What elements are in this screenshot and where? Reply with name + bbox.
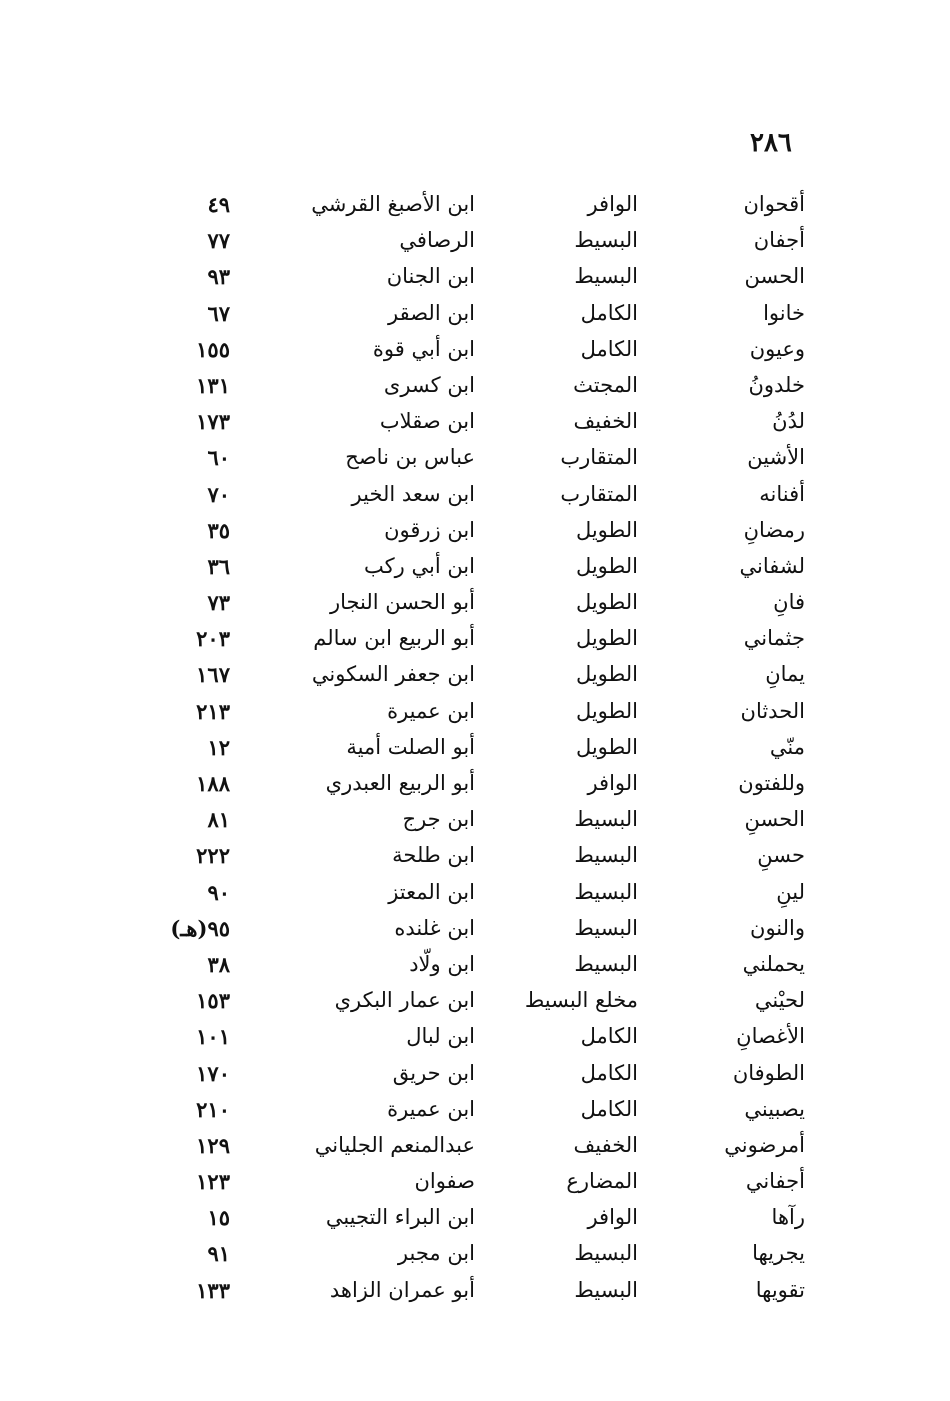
poetic-meter: الخفيف bbox=[573, 409, 638, 434]
poetic-meter: الوافر bbox=[587, 192, 638, 216]
poet-name: ابن صقلاب bbox=[379, 409, 475, 434]
poet-name: ابن حريق bbox=[392, 1060, 475, 1085]
table-row bbox=[0, 192, 950, 228]
poetic-meter: الطويل bbox=[575, 734, 638, 759]
table-row bbox=[0, 771, 950, 807]
poetic-meter: المتقارب bbox=[560, 445, 638, 470]
page-reference: ١٣٣ bbox=[196, 1277, 230, 1303]
rhyme-word: لينِ bbox=[776, 879, 805, 904]
rhyme-word: منّي bbox=[769, 734, 805, 759]
page-reference: ٦٧ bbox=[207, 300, 230, 326]
table-row bbox=[0, 264, 950, 300]
page-reference: ٣٨ bbox=[207, 951, 230, 977]
poetic-meter: البسيط bbox=[574, 1277, 638, 1302]
table-row bbox=[0, 988, 950, 1024]
page-reference: ١٢٣ bbox=[196, 1169, 230, 1195]
table-row bbox=[0, 662, 950, 698]
table-row bbox=[0, 626, 950, 662]
table-row bbox=[0, 1133, 950, 1169]
page-reference: ١٢٩ bbox=[196, 1132, 230, 1158]
page-reference: ٧٠ bbox=[207, 481, 230, 507]
poetic-meter: الطويل bbox=[575, 517, 638, 542]
poet-name: ابن غلنده bbox=[394, 915, 475, 940]
table-row bbox=[0, 880, 950, 916]
poet-name: ابن جرج bbox=[402, 807, 475, 832]
rhyme-word: أجفاني bbox=[745, 1169, 805, 1194]
rhyme-word: رمضانِ bbox=[743, 517, 805, 542]
page-reference: ١٢ bbox=[207, 734, 230, 760]
poet-name: ابن عميرة bbox=[387, 698, 475, 723]
page-number: ٢٨٦ bbox=[750, 128, 792, 158]
poet-name: ابن عميرة bbox=[387, 1096, 475, 1121]
poetic-meter: الطويل bbox=[575, 626, 638, 651]
poet-name: أبو الربيع العبدري bbox=[325, 771, 475, 795]
poetic-meter: الكامل bbox=[580, 336, 638, 361]
page-reference: ٢٢٢ bbox=[196, 843, 230, 869]
table-row bbox=[0, 554, 950, 590]
poetic-meter: المجتث bbox=[573, 372, 638, 397]
page-reference: ٦٠ bbox=[207, 445, 230, 471]
rhyme-word: خلدونُ bbox=[748, 372, 805, 397]
page-reference: ١٧٣ bbox=[196, 409, 230, 435]
poetic-meter: البسيط bbox=[574, 264, 638, 289]
rhyme-word: رآها bbox=[771, 1205, 805, 1230]
page-reference: ١٥٣ bbox=[196, 988, 230, 1014]
table-row bbox=[0, 1024, 950, 1060]
table-row bbox=[0, 373, 950, 409]
page-reference: ٢١٣ bbox=[196, 698, 230, 724]
poet-name: عبدالمنعم الجلياني bbox=[314, 1132, 475, 1157]
poet-name: ابن كسرى bbox=[383, 372, 475, 397]
rhyme-word: حسنِ bbox=[757, 843, 805, 868]
rhyme-word: خانوا bbox=[763, 300, 805, 325]
poetic-meter: الخفيف bbox=[573, 1132, 638, 1157]
poetic-meter: الكامل bbox=[580, 1060, 638, 1085]
page-reference: ٤٩ bbox=[207, 192, 230, 217]
rhyme-word: أفنانه bbox=[759, 481, 805, 506]
poet-name: ابن أبي قوة bbox=[372, 336, 475, 361]
table-row bbox=[0, 482, 950, 518]
page-reference: ٩٥(هـ) bbox=[170, 915, 230, 941]
rhyme-word: أمرضوني bbox=[724, 1132, 805, 1157]
poetic-meter: المتقارب bbox=[560, 481, 638, 506]
rhyme-word: لدُنُ bbox=[772, 409, 805, 434]
page-reference: ١٥ bbox=[207, 1205, 230, 1231]
page-reference: ٢٠٣ bbox=[196, 626, 230, 652]
table-row bbox=[0, 445, 950, 481]
poet-name: ابن جعفر السكوني bbox=[311, 662, 475, 687]
page-reference: ١٦٧ bbox=[196, 662, 230, 688]
poetic-meter: الكامل bbox=[580, 1096, 638, 1121]
page-reference: ٧٧ bbox=[207, 228, 230, 254]
rhyme-word: أجفان bbox=[753, 228, 805, 253]
rhyme-word: الأغصانِ bbox=[736, 1024, 805, 1049]
poetic-meter: الطويل bbox=[575, 590, 638, 615]
table-row bbox=[0, 1205, 950, 1241]
rhyme-word: الطوفان bbox=[732, 1060, 805, 1085]
table-row bbox=[0, 843, 950, 879]
table-row bbox=[0, 952, 950, 988]
poetic-meter: البسيط bbox=[574, 879, 638, 904]
rhyme-word: جثماني bbox=[743, 626, 805, 651]
rhyme-word: يحملني bbox=[742, 951, 805, 976]
table-row bbox=[0, 1278, 950, 1314]
poetic-meter: البسيط bbox=[574, 915, 638, 940]
poetic-meter: الطويل bbox=[575, 698, 638, 723]
poet-name: ابن طلحة bbox=[392, 843, 475, 868]
poet-name: ابن عمار البكري bbox=[334, 988, 475, 1013]
poet-name: أبو الربيع ابن سالم bbox=[313, 626, 475, 651]
poetic-meter: البسيط bbox=[574, 228, 638, 253]
poet-name: ابن ولّاد bbox=[409, 951, 475, 976]
page-reference: ١٧٠ bbox=[196, 1060, 230, 1086]
table-row bbox=[0, 337, 950, 373]
poet-name: أبو عمران الزاهد bbox=[329, 1277, 475, 1302]
rhyme-word: فانِ bbox=[773, 590, 805, 615]
rhyme-word: لشفاني bbox=[739, 553, 805, 578]
page-reference: ١٨٨ bbox=[196, 771, 230, 796]
poet-name: ابن لبال bbox=[406, 1024, 475, 1049]
page-reference: ١٣١ bbox=[196, 372, 230, 398]
poet-name: ابن سعد الخير bbox=[351, 481, 475, 506]
poetic-meter: البسيط bbox=[574, 1241, 638, 1266]
rhyme-word: الأشين bbox=[747, 445, 805, 470]
rhyme-word: يمانِ bbox=[765, 662, 805, 687]
table-row bbox=[0, 1097, 950, 1133]
rhyme-word: الحدثان bbox=[740, 698, 805, 723]
page-reference: ١٠١ bbox=[196, 1024, 230, 1050]
rhyme-word: الحسنِ bbox=[744, 807, 805, 832]
rhyme-word: وعيون bbox=[749, 336, 805, 361]
poet-name: ابن الأصبغ القرشي bbox=[311, 192, 475, 216]
poet-name: ابن مجبر bbox=[397, 1241, 475, 1266]
poetic-meter: المضارع bbox=[566, 1169, 638, 1194]
table-row bbox=[0, 518, 950, 554]
table-row bbox=[0, 1061, 950, 1097]
page-reference: ٧٣ bbox=[207, 590, 230, 616]
poet-name: ابن البراء التجيبي bbox=[325, 1205, 475, 1230]
table-row bbox=[0, 916, 950, 952]
rhyme-word: تقويها bbox=[755, 1277, 805, 1302]
rhyme-index-table bbox=[0, 192, 950, 1314]
rhyme-word: والنون bbox=[750, 915, 805, 940]
table-row bbox=[0, 301, 950, 337]
table-row bbox=[0, 807, 950, 843]
rhyme-word: الحسن bbox=[744, 264, 805, 289]
page-reference: ٩٠ bbox=[207, 879, 230, 905]
poetic-meter: الكامل bbox=[580, 1024, 638, 1049]
poetic-meter: الوافر bbox=[587, 771, 638, 795]
poetic-meter: البسيط bbox=[574, 843, 638, 868]
rhyme-word: أقحوان bbox=[743, 192, 805, 216]
poet-name: الرصافي bbox=[399, 228, 475, 253]
poet-name: ابن أبي ركب bbox=[364, 553, 475, 578]
poetic-meter: الكامل bbox=[580, 300, 638, 325]
page-reference: ٨١ bbox=[207, 807, 230, 833]
table-row bbox=[0, 735, 950, 771]
page-reference: ٩١ bbox=[207, 1241, 230, 1267]
rhyme-word: لحيْني bbox=[754, 988, 805, 1013]
table-row bbox=[0, 228, 950, 264]
poetic-meter: الوافر bbox=[587, 1205, 638, 1230]
poetic-meter: الطويل bbox=[575, 553, 638, 578]
table-row bbox=[0, 699, 950, 735]
poet-name: أبو الصلت أمية bbox=[346, 734, 475, 759]
poet-name: صفوان bbox=[414, 1169, 475, 1194]
poet-name: ابن الصقر bbox=[388, 300, 475, 325]
table-row bbox=[0, 590, 950, 626]
page-reference: ٣٥ bbox=[207, 517, 230, 543]
poet-name: عباس بن ناصح bbox=[345, 445, 475, 470]
rhyme-word: وللفتون bbox=[738, 771, 805, 795]
poetic-meter: مخلع البسيط bbox=[524, 988, 638, 1013]
poet-name: ابن زرقون bbox=[384, 517, 475, 542]
page-reference: ٢١٠ bbox=[196, 1096, 230, 1122]
poet-name: ابن الجنان bbox=[386, 264, 475, 289]
poetic-meter: البسيط bbox=[574, 807, 638, 832]
rhyme-word: يصبيني bbox=[744, 1096, 805, 1121]
poetic-meter: الطويل bbox=[575, 662, 638, 687]
table-row bbox=[0, 1241, 950, 1277]
page-reference: ٣٦ bbox=[207, 553, 230, 579]
poet-name: ابن المعتز bbox=[388, 879, 475, 904]
page-reference: ١٥٥ bbox=[196, 336, 230, 362]
poet-name: أبو الحسن النجار bbox=[329, 590, 475, 615]
poetic-meter: البسيط bbox=[574, 951, 638, 976]
table-row bbox=[0, 409, 950, 445]
rhyme-word: يجريها bbox=[752, 1241, 805, 1266]
page-reference: ٩٣ bbox=[207, 264, 230, 290]
table-row bbox=[0, 1169, 950, 1205]
